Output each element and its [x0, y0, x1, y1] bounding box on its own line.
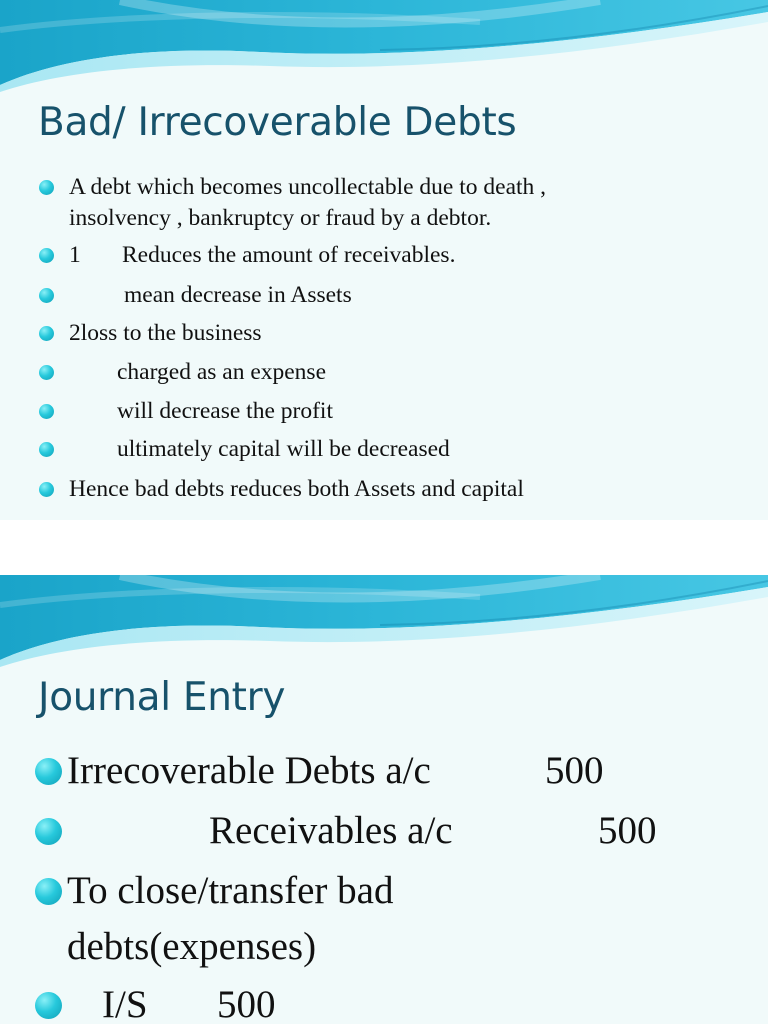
- bullet-icon: [39, 442, 54, 457]
- bullet-icon: [39, 326, 54, 341]
- bullet-text: mean decrease in Assets: [124, 282, 352, 308]
- bullet-text: insolvency , bankruptcy or fraud by a debtor.: [69, 205, 492, 231]
- bullet-icon: [39, 404, 54, 419]
- bullet-icon: [35, 818, 62, 845]
- bullet-text: debts(expenses): [67, 925, 317, 968]
- bullet-text: will decrease the profit: [117, 398, 333, 424]
- credit-amount: 500: [598, 809, 657, 852]
- slide-title: Journal Entry: [38, 675, 286, 720]
- bullet-icon: [39, 288, 54, 303]
- bullet-icon: [39, 482, 54, 497]
- bullet-text: To close/transfer bad: [67, 869, 394, 912]
- bullet-icon: [39, 248, 54, 263]
- slide-2: [0, 575, 768, 1024]
- bullet-icon: [35, 878, 62, 905]
- transfer-account: I/S: [102, 983, 148, 1024]
- bullet-icon: [35, 992, 62, 1019]
- slide-separator: [0, 520, 768, 575]
- debit-account: Irrecoverable Debts a/c: [67, 749, 431, 792]
- bullet-text: Hence bad debts reduces both Assets and capital: [69, 476, 524, 502]
- wave-header-decoration: [0, 575, 768, 670]
- debit-amount: 500: [545, 749, 604, 792]
- credit-account: Receivables a/c: [209, 809, 453, 852]
- bullet-text: A debt which becomes uncollectable due to death ,: [69, 174, 547, 200]
- bullet-number: 1: [69, 242, 81, 268]
- slide-title: Bad/ Irrecoverable Debts: [38, 100, 517, 145]
- bullet-icon: [39, 180, 54, 195]
- bullet-text: ultimately capital will be decreased: [117, 436, 450, 462]
- bullet-icon: [39, 365, 54, 380]
- wave-header-decoration: [0, 0, 768, 95]
- bullet-text: charged as an expense: [117, 359, 327, 385]
- bullet-text: Reduces the amount of receivables.: [122, 242, 456, 268]
- bullet-text: 2loss to the business: [69, 320, 262, 346]
- bullet-icon: [35, 758, 62, 785]
- transfer-amount: 500: [217, 983, 276, 1024]
